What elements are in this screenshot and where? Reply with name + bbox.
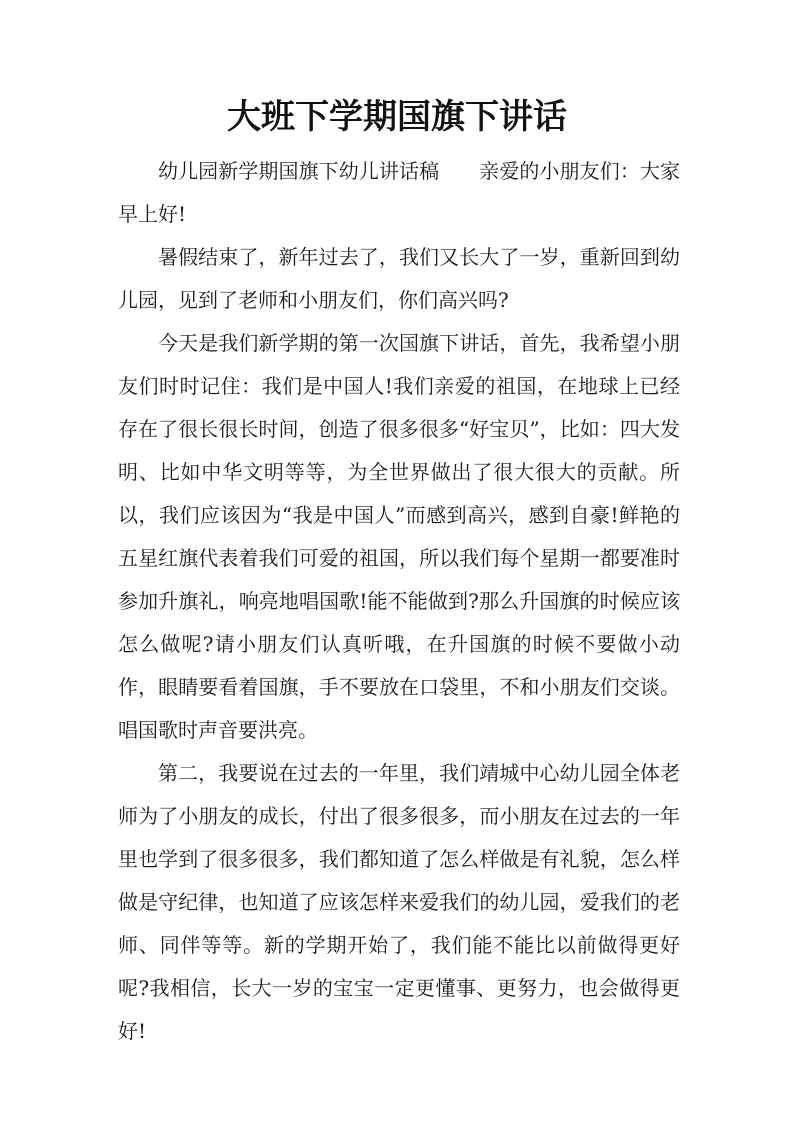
document-body [118,150,680,1053]
paragraph-2: 今天是我们新学期的第一次国旗下讲话，首先，我希望小朋友们时时记住：我们是中国人!我们亲爱的祖国，在地球上已经存在了很长很长时间，创造了很多很多“好宝贝”，比如：四大发明、比如中华文明等等，为全世界做出了很大很大的贡献。所以，我们应该因为“我是中国人”而感到高兴，感到自豪!鲜艳的五星红旗代表着我们可爱的祖国，所以我们每个星期一都要准时参加升旗礼，响亮地唱国歌!能不能做到?那么升国旗的时候应该怎么做呢?请小朋友们认真听哦，在升国旗的时候不要做小动作，眼睛要看着国旗，手不要放在口袋里，不和小朋友们交谈。唱国歌时声音要洪亮。 [118,331,680,742]
paragraph-1: 暑假结束了，新年过去了，我们又长大了一岁，重新回到幼儿园，见到了老师和小朋友们，你们高兴吗? [118,245,680,312]
intro-source: 幼儿园新学期国旗下幼儿讲话稿 [158,159,440,183]
intro-greeting: 大家早上好! [118,159,681,226]
intro-salutation: 亲爱的小朋友们： [479,159,640,183]
paragraph-3: 第二，我要说在过去的一年里，我们靖城中心幼儿园全体老师为了小朋友的成长，付出了很多很多，而小朋友在过去的一年里也学到了很多很多，我们都知道了怎么样做是有礼貌，怎么样做是守纪律，也知道了应该怎样来爱我们的幼儿园，爱我们的老师、同伴等等。新的学期开始了，我们能不能比以前做得更好呢?我相信，长大一岁的宝宝一定更懂事、更努力，也会做得更好! [118,761,680,1043]
intro-paragraph [118,150,680,236]
document-title: 大班下学期国旗下讲话 [227,97,567,137]
